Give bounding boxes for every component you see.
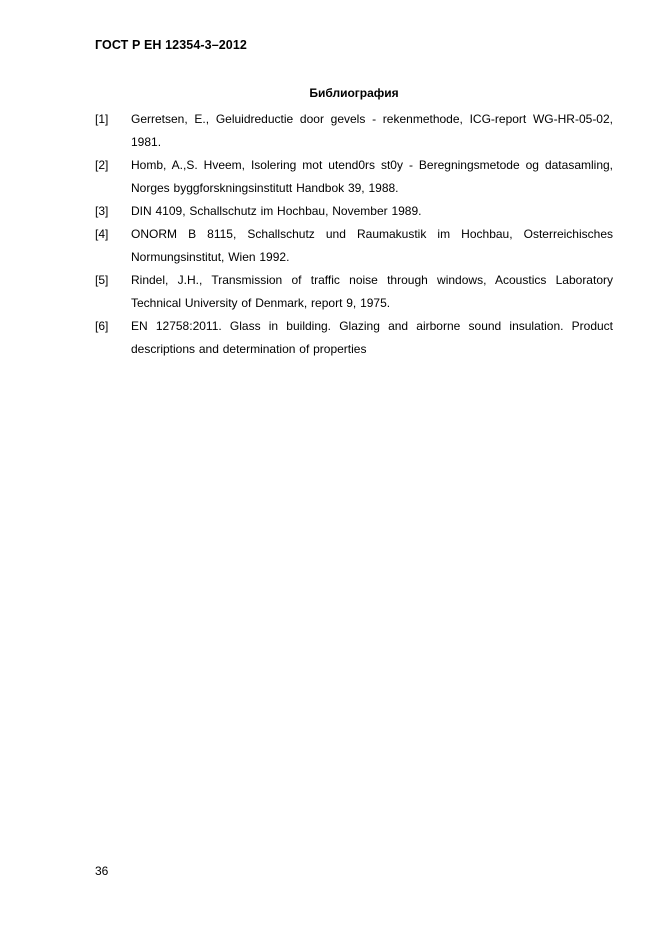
page-number: 36 bbox=[95, 864, 109, 878]
entry-number: [4] bbox=[95, 227, 109, 241]
entry-number: [1] bbox=[95, 112, 109, 126]
bibliography-title: Библиография bbox=[309, 86, 399, 100]
entry-text: Gerretsen, E., Geluidreductie door gevels - rekenmethode, ICG-report WG-HR-05-02, 1981. bbox=[131, 112, 613, 149]
standard-code-header: ГОСТ Р ЕН 12354-3–2012 bbox=[95, 38, 247, 52]
bibliography-entry-5 bbox=[95, 269, 613, 315]
entry-number: [5] bbox=[95, 273, 109, 287]
entry-text: Homb, A.,S. Hveem, Isolering mot utend0rs st0y - Beregningsmetode og datasamling, Norges byggforskningsinstitutt Handbok 39, 1988. bbox=[131, 158, 613, 195]
entry-number: [3] bbox=[95, 204, 109, 218]
entry-text: Rindel, J.H., Transmission of traffic noise through windows, Acoustics Laboratory Technical University of Denmark, report 9, 1975. bbox=[131, 273, 613, 310]
bibliography-entry-3 bbox=[95, 200, 613, 223]
bibliography-entry-6 bbox=[95, 315, 613, 361]
bibliography-list bbox=[95, 108, 613, 361]
entry-number: [2] bbox=[95, 158, 109, 172]
entry-text: ONORM B 8115, Schallschutz und Raumakustik im Hochbau, Osterreichisches Normungsinstitut, Wien 1992. bbox=[131, 227, 613, 264]
bibliography-entry-2 bbox=[95, 154, 613, 200]
entry-number: [6] bbox=[95, 319, 109, 333]
entry-text: DIN 4109, Schallschutz im Hochbau, November 1989. bbox=[131, 204, 422, 218]
bibliography-entry-1 bbox=[95, 108, 613, 154]
entry-text: EN 12758:2011. Glass in building. Glazing and airborne sound insulation. Product descriptions and determination of properties bbox=[131, 319, 613, 356]
bibliography-entry-4 bbox=[95, 223, 613, 269]
